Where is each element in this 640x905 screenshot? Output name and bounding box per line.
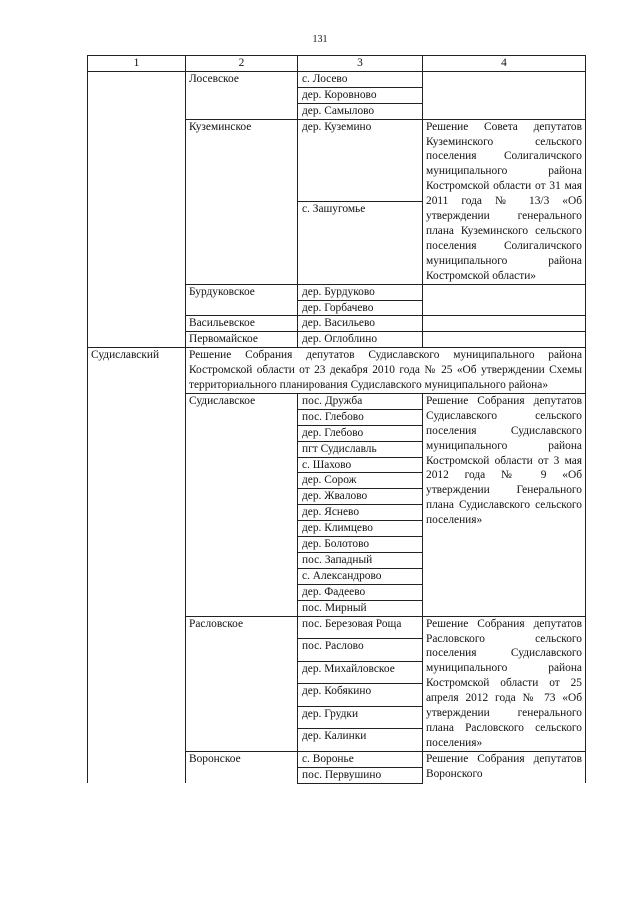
settlement-decision	[423, 284, 586, 316]
village-name: пос. Мирный	[298, 600, 423, 616]
village-name: дер. Горбачево	[298, 300, 423, 316]
settlement-name: Расловское	[186, 616, 298, 751]
village-name: пос. Глебово	[298, 409, 423, 425]
village-name: дер. Болотово	[298, 537, 423, 553]
header-row	[88, 56, 586, 72]
village-name: дер. Коровново	[298, 87, 423, 103]
header-col-1: 1	[88, 56, 186, 72]
village-name: с. Зашугомье	[298, 202, 423, 284]
settlement-decision: Решение Собрания депутатов Воронского	[423, 751, 586, 783]
district-row	[88, 348, 586, 394]
village-name: дер. Бурдуково	[298, 284, 423, 300]
village-name: дер. Сорож	[298, 473, 423, 489]
settlement-decision	[423, 71, 586, 119]
village-name: дер. Фадеево	[298, 584, 423, 600]
village-name: с. Лосево	[298, 71, 423, 87]
settlement-name: Бурдуковское	[186, 284, 298, 316]
settlement-decision: Решение Совета депутатов Куземинского сельского поселения Солигаличского муниципального района Костромской области от 31 мая 2011 года № 13/3 «Об утверждении генерального плана Куземинского сельского поселения Солигаличского муниципального района Костромской области»	[423, 119, 586, 284]
settlement-name: Куземинское	[186, 119, 298, 284]
village-name: дер. Оглоблино	[298, 332, 423, 348]
district-cell	[88, 71, 186, 347]
village-name: дер. Самылово	[298, 103, 423, 119]
settlement-name: Воронское	[186, 751, 298, 783]
village-name: дер. Кобякино	[298, 684, 423, 707]
table-row	[88, 71, 586, 87]
village-name: пос. Западный	[298, 553, 423, 569]
settlement-name: Первомайское	[186, 332, 298, 348]
village-name: пгт Судиславль	[298, 441, 423, 457]
village-name: дер. Глебово	[298, 425, 423, 441]
village-name: дер. Васильево	[298, 316, 423, 332]
settlement-name: Судиславское	[186, 393, 298, 616]
village-name: с. Воронье	[298, 751, 423, 767]
district-decision: Решение Собрания депутатов Судиславского муниципального района Костромской области от 23 декабря 2010 года № 25 «Об утверждении Схемы территориального планирования Судиславского муниципального района»	[186, 348, 586, 394]
header-col-4: 4	[423, 56, 586, 72]
settlement-decision	[423, 316, 586, 332]
settlement-decision: Решение Собрания депутатов Судиславского сельского поселения Судиславского муниципального района Костромской области от 3 мая 2012 года № 9 «Об утверждении Генерального плана Судиславского сельского поселения»	[423, 393, 586, 616]
village-name: дер. Михайловское	[298, 661, 423, 684]
settlement-decision	[423, 332, 586, 348]
village-name: дер. Калинки	[298, 729, 423, 752]
village-name: дер. Жвалово	[298, 489, 423, 505]
page-number: 131	[312, 34, 328, 45]
village-name: с. Шахово	[298, 457, 423, 473]
village-name: пос. Первушино	[298, 767, 423, 783]
district-cell: Судиславский	[88, 348, 186, 783]
village-name: дер. Климцево	[298, 521, 423, 537]
village-name: дер. Грудки	[298, 706, 423, 729]
village-name: пос. Дружба	[298, 393, 423, 409]
village-name: пос. Березовая Роща	[298, 616, 423, 639]
village-name: с. Александрово	[298, 568, 423, 584]
village-name: дер. Куземино	[298, 119, 423, 201]
settlement-name: Васильевское	[186, 316, 298, 332]
header-col-2: 2	[186, 56, 298, 72]
village-name: пос. Раслово	[298, 639, 423, 662]
header-col-3: 3	[298, 56, 423, 72]
settlement-decision: Решение Собрания депутатов Расловского сельского поселения Судиславского муниципального района Костромской области от 25 апреля 2012 года № 73 «Об утверждении генерального плана Расловского сельского поселения»	[423, 616, 586, 751]
village-name: дер. Яснево	[298, 505, 423, 521]
settlement-name: Лосевское	[186, 71, 298, 119]
settlements-table	[87, 55, 586, 784]
